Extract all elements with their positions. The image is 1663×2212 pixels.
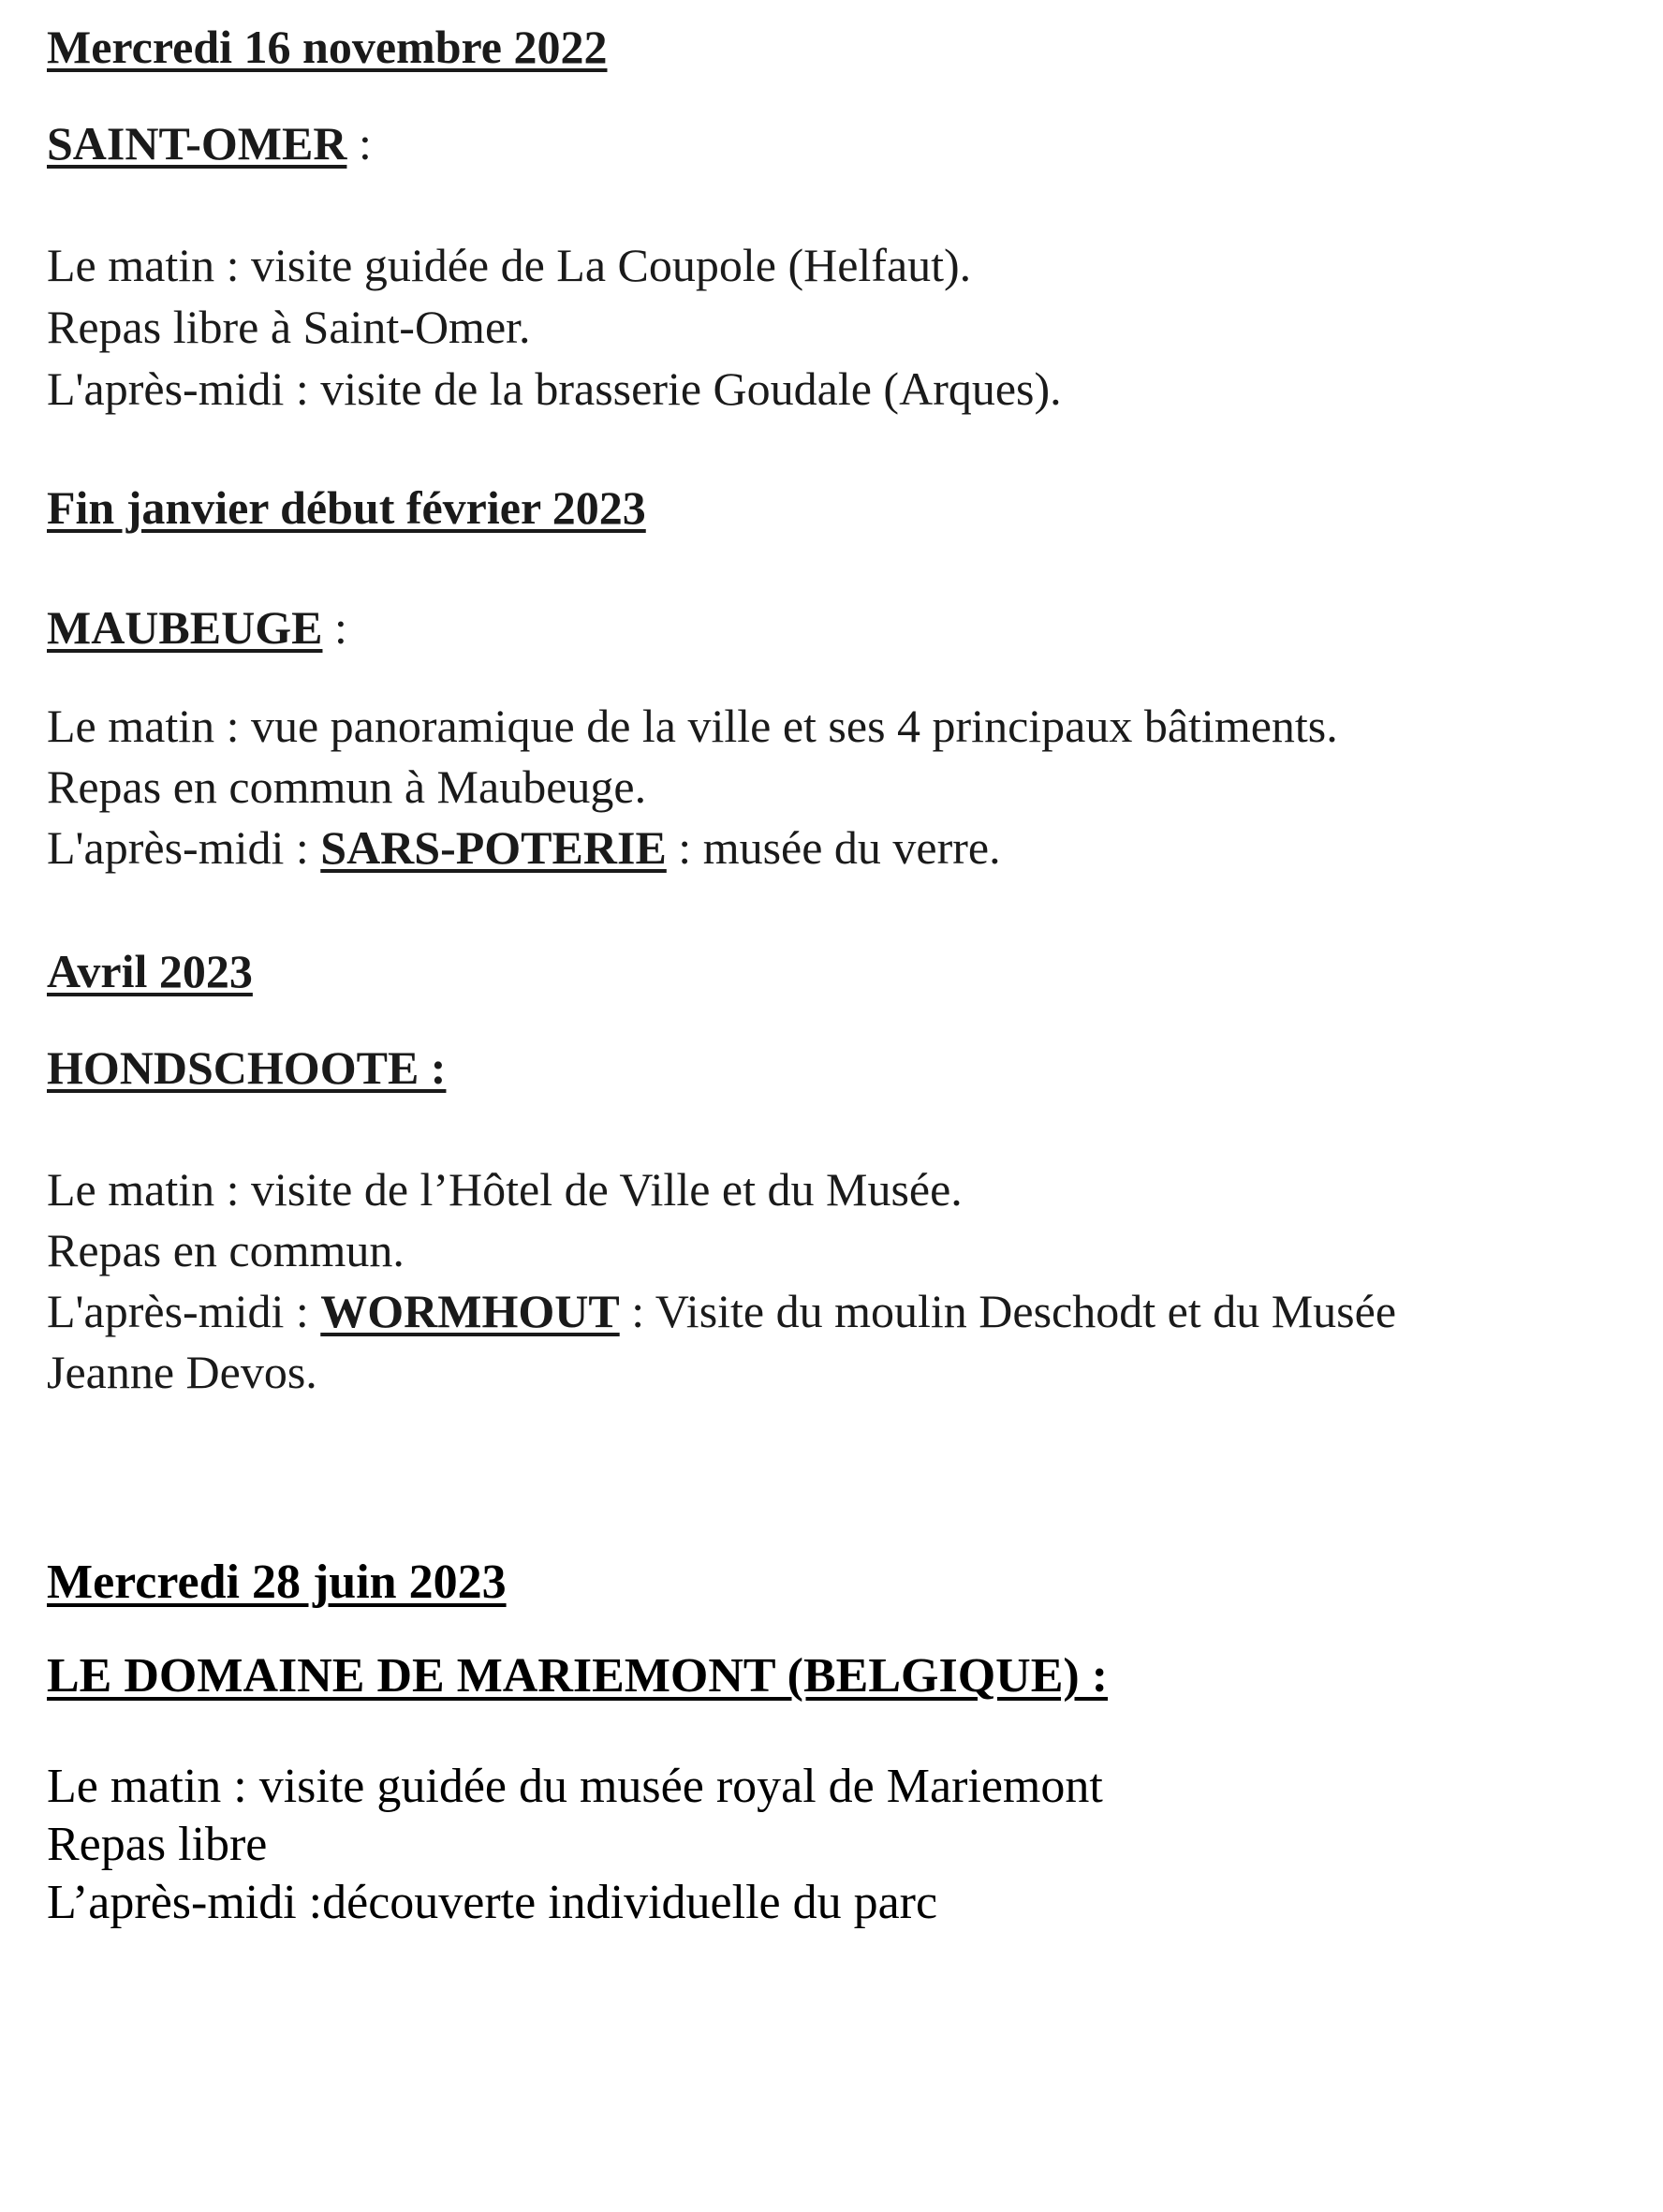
event-2-place-name: MAUBEUGE (47, 601, 323, 654)
event-2-afternoon-suffix: : musée du verre. (666, 821, 1001, 874)
event-2-date: Fin janvier début février 2023 (47, 481, 646, 534)
event-3-place-name: HONDSCHOOTE : (47, 1041, 447, 1094)
event-4-place-name: LE DOMAINE DE MARIEMONT (BELGIQUE) : (47, 1649, 1109, 1703)
event-3-afternoon-continuation: Jeanne Devos. (47, 1346, 317, 1398)
event-2-place-suffix: : (322, 601, 347, 654)
event-2-place (47, 599, 347, 656)
event-1-afternoon: L'après-midi : visite de la brasserie Goudale (Arques). (47, 362, 1062, 415)
event-2-afternoon (47, 819, 1001, 876)
event-1-date: Mercredi 16 novembre 2022 (47, 21, 608, 73)
event-1-place-suffix: : (346, 117, 372, 170)
event-4-morning: Le matin : visite guidée du musée royal de Mariemont (47, 1760, 1103, 1813)
event-1-lunch: Repas libre à Saint-Omer. (47, 301, 531, 353)
event-3-lunch: Repas en commun. (47, 1224, 405, 1276)
event-3-afternoon-prefix: L'après-midi : (47, 1285, 321, 1337)
event-3-afternoon (47, 1283, 1396, 1339)
event-2-afternoon-prefix: L'après-midi : (47, 821, 321, 874)
event-1-place (47, 115, 372, 171)
event-4-place (47, 1648, 1108, 1704)
event-2-lunch: Repas en commun à Maubeuge. (47, 760, 647, 813)
event-1-morning: Le matin : visite guidée de La Coupole (Helfaut). (47, 239, 972, 291)
event-3-afternoon-suffix: : Visite du moulin Deschodt et du Musée (619, 1285, 1397, 1337)
event-3-place (47, 1040, 446, 1096)
event-3-afternoon-place: WORMHOUT (320, 1285, 620, 1337)
event-4-date: Mercredi 28 juin 2023 (47, 1556, 507, 1609)
event-4-lunch: Repas libre (47, 1818, 268, 1871)
event-1-place-name: SAINT-OMER (47, 117, 347, 170)
event-2-afternoon-place: SARS-POTERIE (320, 821, 667, 874)
event-4-afternoon: L’après-midi :découverte individuelle du parc (47, 1876, 938, 1929)
event-2-morning: Le matin : vue panoramique de la ville et ses 4 principaux bâtiments. (47, 700, 1338, 752)
event-3-morning: Le matin : visite de l’Hôtel de Ville et du Musée. (47, 1163, 963, 1216)
event-3-date: Avril 2023 (47, 945, 253, 997)
